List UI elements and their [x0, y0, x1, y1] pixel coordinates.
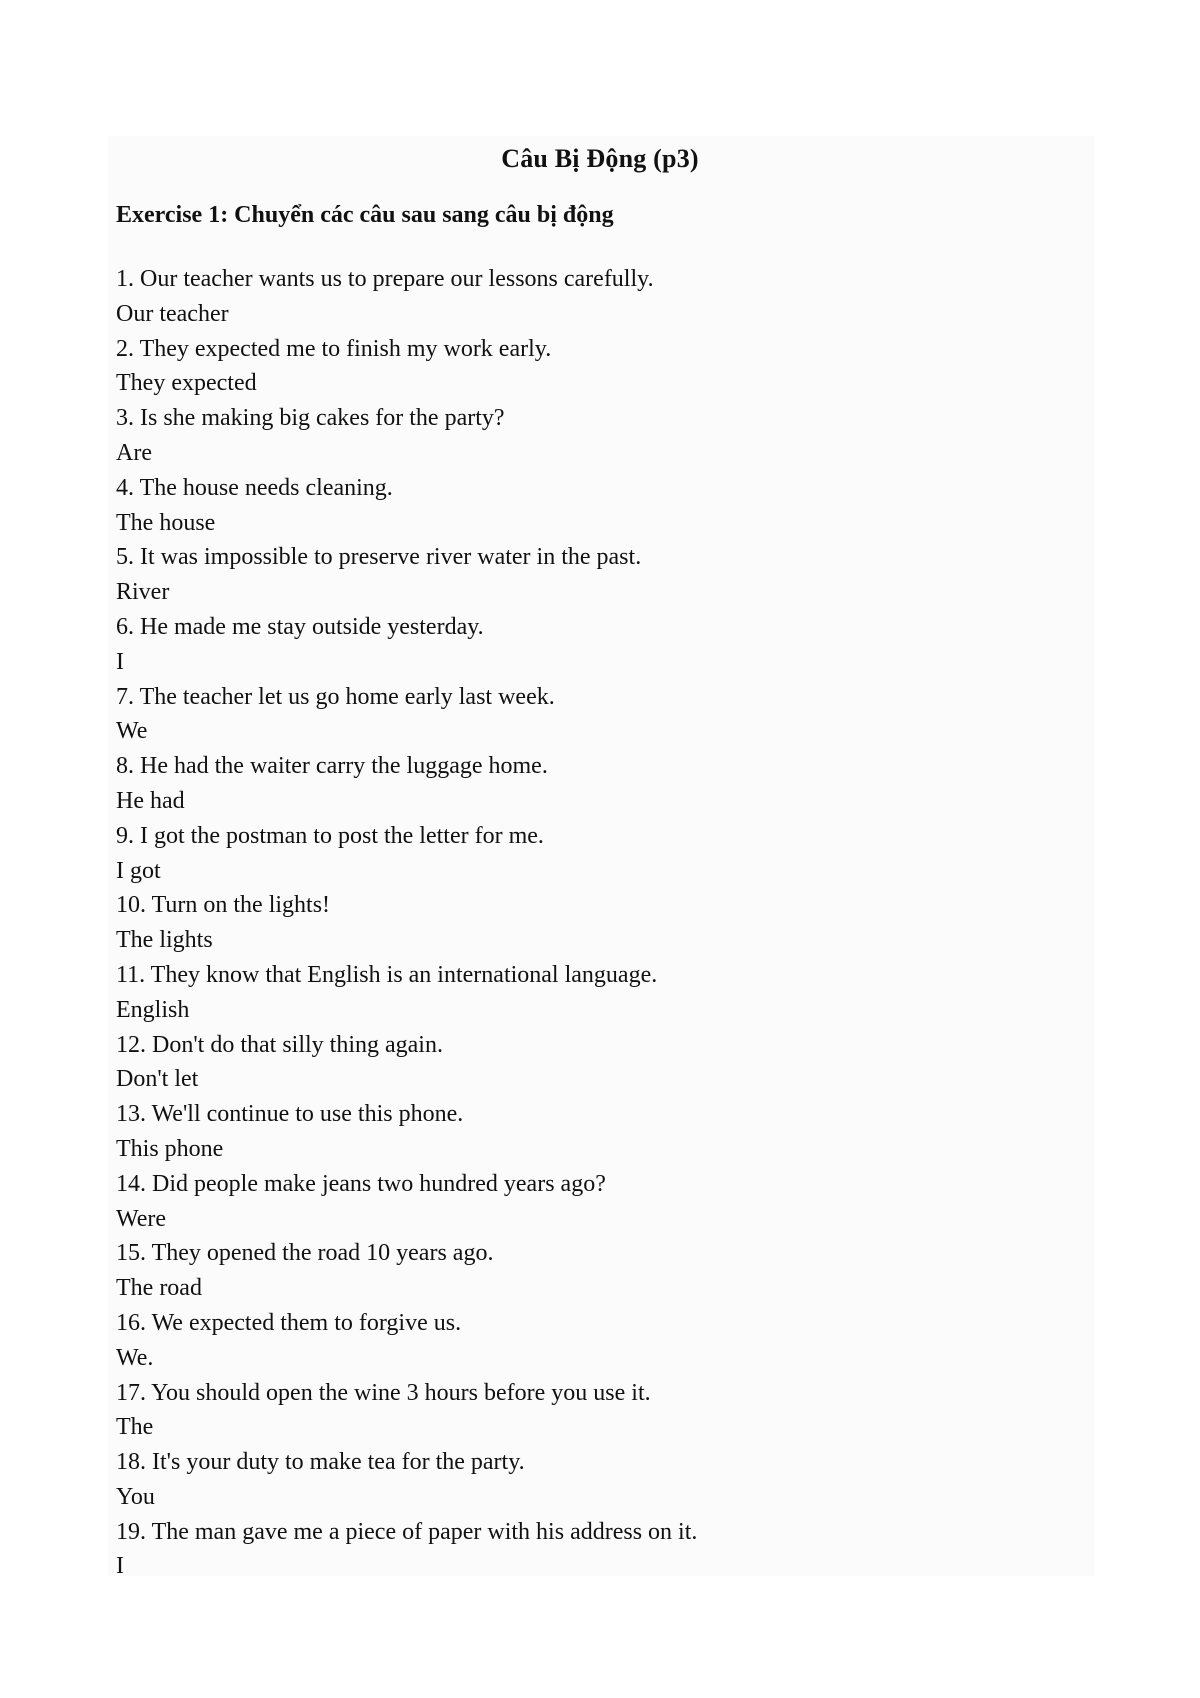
question-text: 5. It was impossible to preserve river water in the past.	[116, 544, 642, 571]
exercise-heading: Exercise 1: Chuyển các câu sau sang câu bị động	[116, 202, 614, 228]
question-text: 7. The teacher let us go home early last week.	[116, 683, 555, 710]
answer-prompt: He had	[116, 787, 185, 814]
question-text: 1. Our teacher wants us to prepare our lessons carefully.	[116, 266, 654, 292]
answer-prompt: I got	[116, 857, 161, 884]
question-text: 16. We expected them to forgive us.	[116, 1309, 462, 1336]
answer-prompt: The lights	[116, 927, 213, 954]
exercise-item-7	[116, 680, 1076, 750]
answer-prompt: Are	[116, 439, 152, 466]
answer-prompt: They expected	[116, 370, 257, 397]
question-text: 18. It's your duty to make tea for the party.	[116, 1449, 525, 1476]
exercise-item-1	[116, 262, 1076, 332]
exercise-item-3	[116, 401, 1076, 471]
question-text: 8. He had the waiter carry the luggage home.	[116, 753, 548, 780]
question-text: 19. The man gave me a piece of paper with his address on it.	[116, 1518, 698, 1545]
question-text: 15. They opened the road 10 years ago.	[116, 1240, 494, 1267]
exercise-item-12	[116, 1028, 1076, 1098]
answer-prompt: I	[116, 1553, 124, 1580]
answer-prompt: You	[116, 1483, 155, 1510]
question-text: 12. Don't do that silly thing again.	[116, 1031, 443, 1058]
exercise-item-5	[116, 540, 1076, 610]
question-text: 13. We'll continue to use this phone.	[116, 1101, 464, 1128]
exercise-item-8	[116, 749, 1076, 819]
answer-prompt: Our teacher	[116, 300, 229, 327]
exercise-item-6	[116, 610, 1076, 680]
question-text: 4. The house needs cleaning.	[116, 474, 393, 501]
answer-prompt: This phone	[116, 1135, 224, 1162]
question-text: 3. Is she making big cakes for the party?	[116, 405, 505, 432]
question-text: 11. They know that English is an international language.	[116, 961, 658, 988]
question-text: 6. He made me stay outside yesterday.	[116, 613, 484, 640]
answer-prompt: English	[116, 996, 190, 1023]
page-title: Câu Bị Động (p3)	[501, 144, 699, 173]
exercise-item-13	[116, 1097, 1076, 1167]
answer-prompt: The	[116, 1414, 154, 1441]
question-text: 10. Turn on the lights!	[116, 892, 331, 919]
answer-prompt: I	[116, 648, 124, 675]
answer-prompt: River	[116, 579, 170, 606]
question-text: 9. I got the postman to post the letter for me.	[116, 822, 544, 849]
exercise-item-17	[116, 1376, 1076, 1446]
exercise-item-14	[116, 1167, 1076, 1237]
exercise-item-15	[116, 1236, 1076, 1306]
exercise-item-16	[116, 1306, 1076, 1376]
exercise-item-18	[116, 1445, 1076, 1515]
question-text: 2. They expected me to finish my work early.	[116, 335, 552, 362]
answer-prompt: We.	[116, 1344, 154, 1371]
exercise-item-9	[116, 819, 1076, 889]
answer-prompt: Were	[116, 1205, 167, 1232]
exercise-item-19	[116, 1515, 1076, 1585]
answer-prompt: The road	[116, 1275, 202, 1302]
exercise-item-2	[116, 332, 1076, 402]
answer-prompt: Don't let	[116, 1066, 199, 1093]
exercise-item-4	[116, 471, 1076, 541]
question-text: 17. You should open the wine 3 hours before you use it.	[116, 1379, 651, 1406]
exercise-list	[116, 262, 1076, 1584]
question-text: 14. Did people make jeans two hundred years ago?	[116, 1170, 606, 1197]
exercise-item-10	[116, 888, 1076, 958]
answer-prompt: We	[116, 718, 148, 745]
answer-prompt: The house	[116, 509, 216, 536]
exercise-item-11	[116, 958, 1076, 1028]
